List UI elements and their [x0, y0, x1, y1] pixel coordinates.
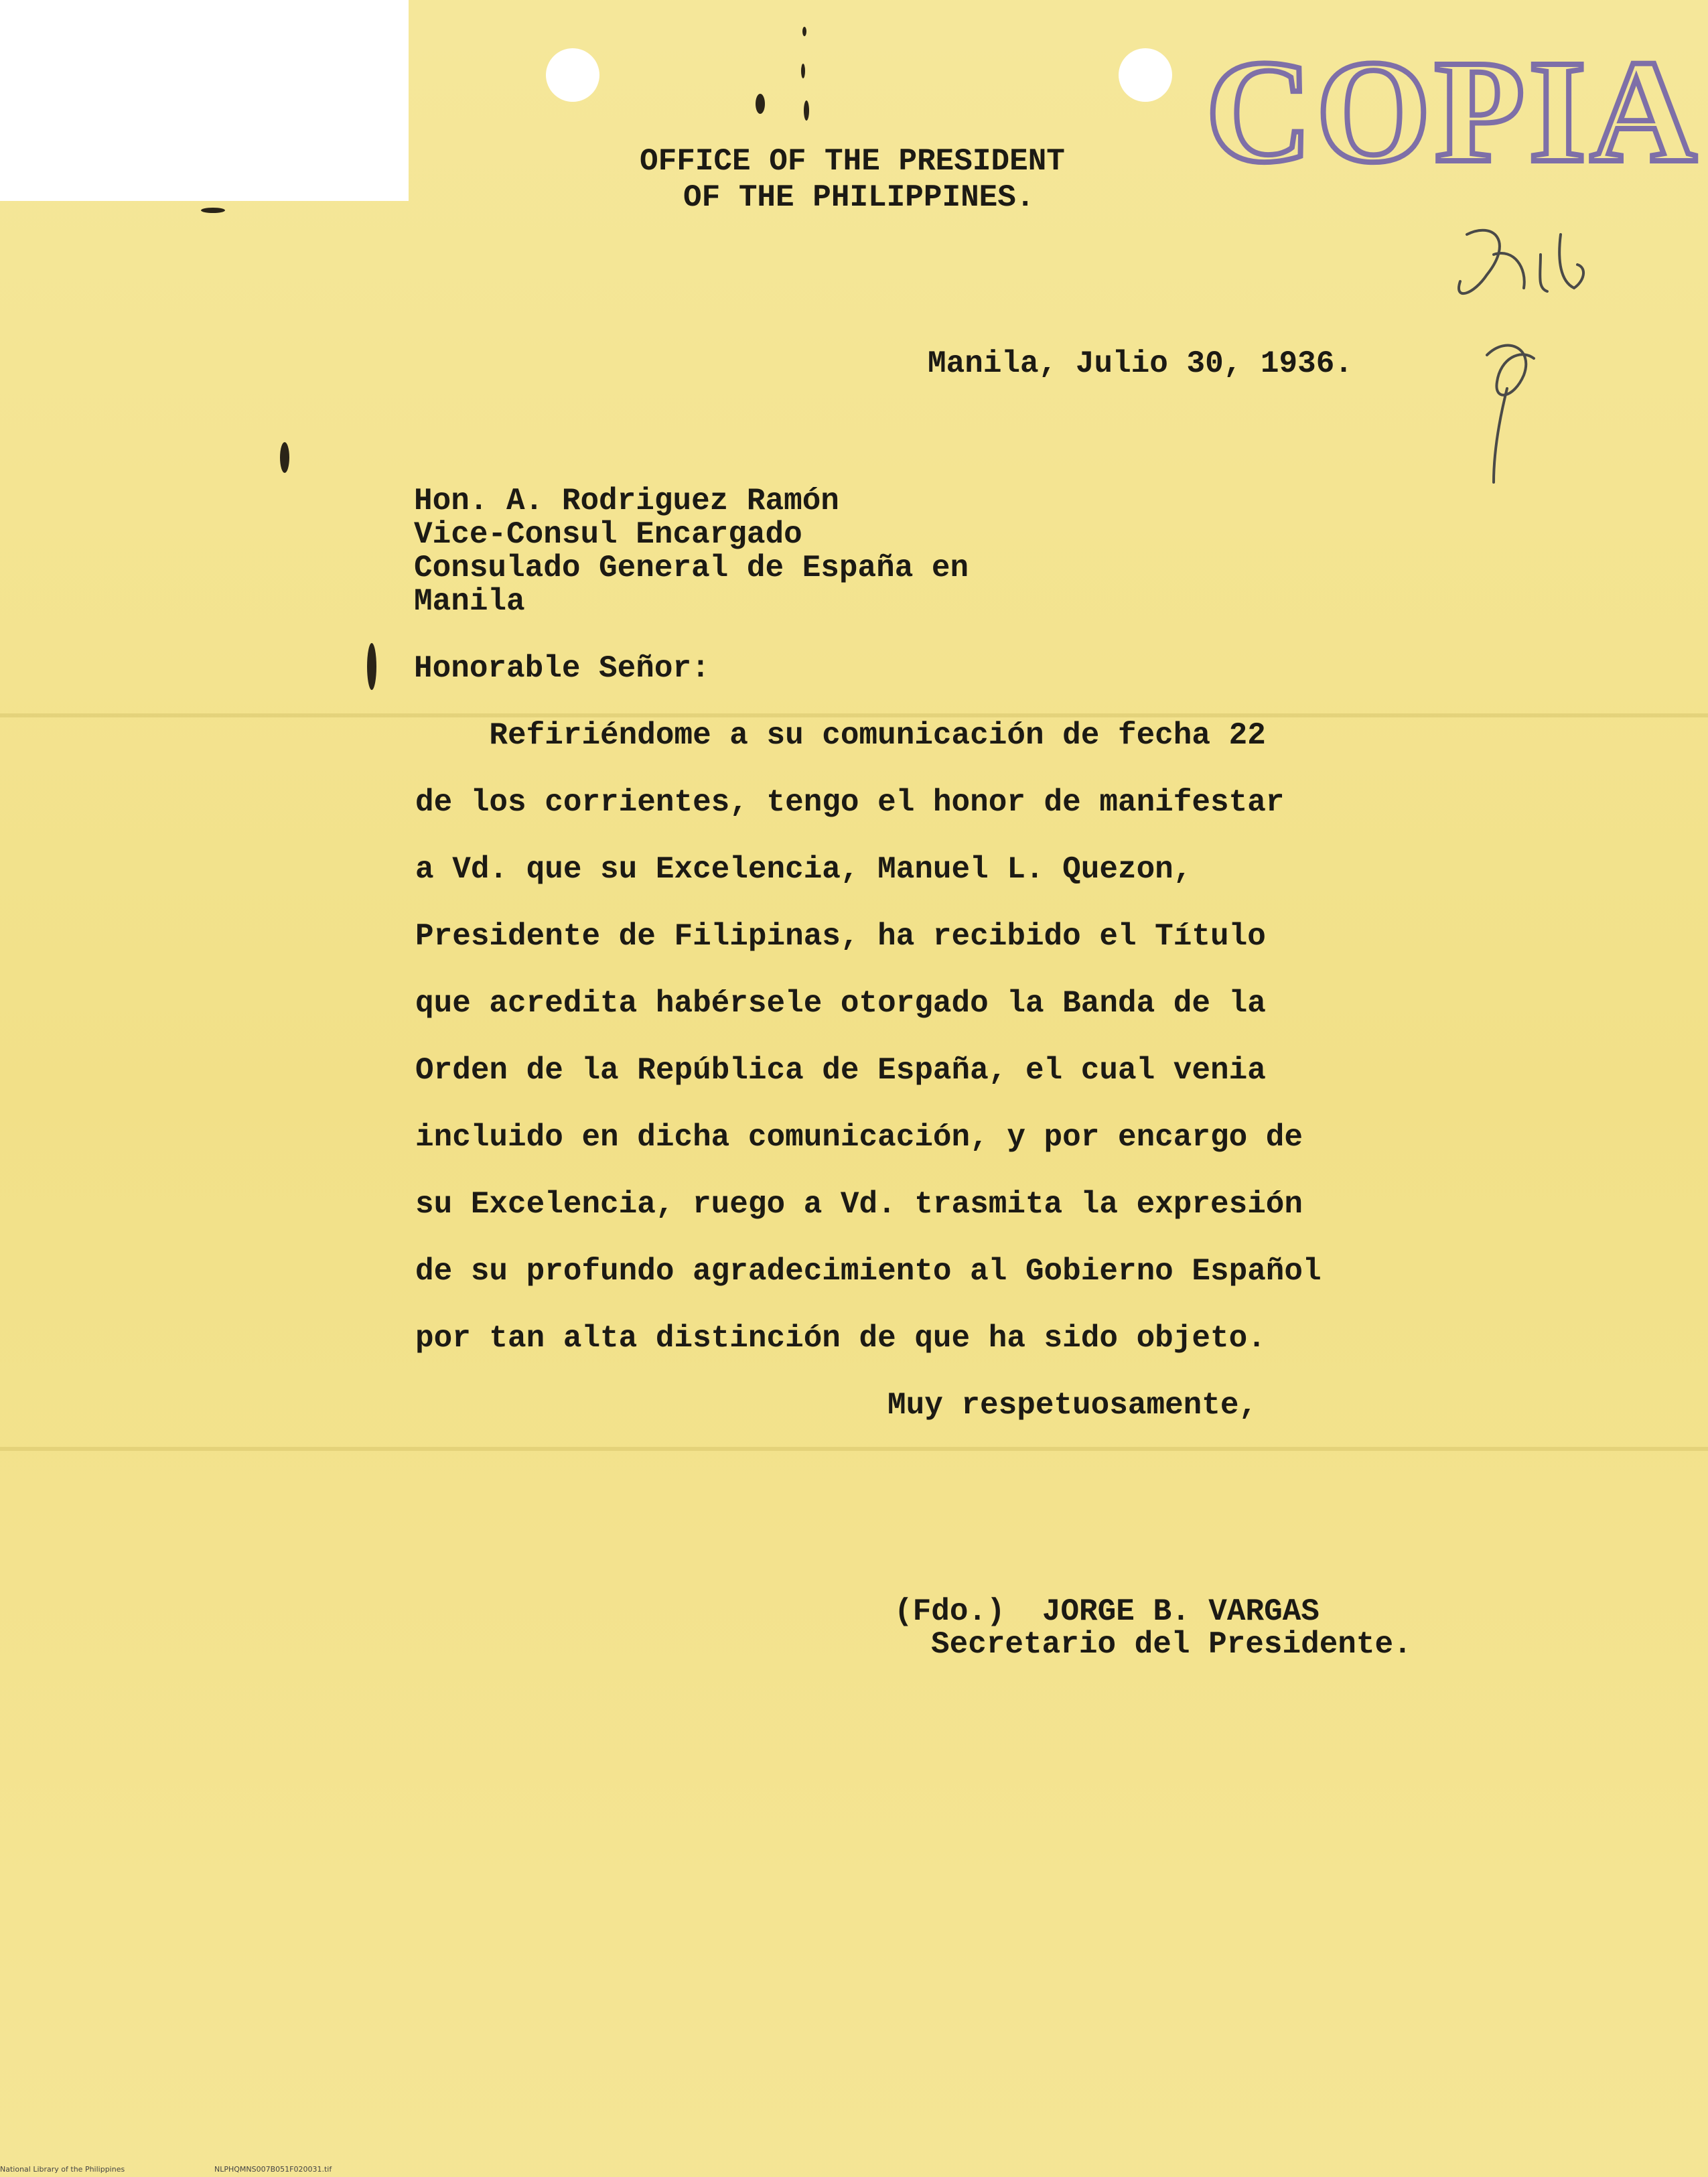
recipient-line-2: Vice-Consul Encargado: [414, 517, 802, 552]
body-line: por tan alta distinción de que ha sido objeto.: [415, 1321, 1266, 1356]
letter-date: Manila, Julio 30, 1936.: [928, 346, 1353, 381]
signature-title: Secretario del Presidente.: [931, 1627, 1412, 1662]
signature-name: (Fdo.) JORGE B. VARGAS: [894, 1594, 1320, 1629]
copia-stamp: COPIA: [1206, 29, 1701, 193]
ink-blot: [801, 64, 805, 78]
closing: Muy respetuosamente,: [887, 1388, 1258, 1423]
letterhead-line-2: OF THE PHILIPPINES.: [683, 180, 1035, 215]
ink-blot: [756, 94, 765, 114]
paper-fold-line: [0, 1447, 1708, 1451]
recipient-line-1: Hon. A. Rodriguez Ramón: [414, 484, 839, 518]
handwritten-annotation-icon: [1440, 214, 1614, 522]
body-line: incluido en dicha comunicación, y por encargo de: [415, 1120, 1303, 1155]
body-line: Refiriéndome a su comunicación de fecha 22: [415, 718, 1266, 753]
punch-hole-right: [1119, 48, 1172, 102]
body-line: su Excelencia, ruego a Vd. trasmita la expresión: [415, 1187, 1303, 1222]
blank-corner-patch: [0, 0, 409, 201]
body-line: a Vd. que su Excelencia, Manuel L. Quezon,: [415, 852, 1192, 887]
ink-blot: [280, 442, 289, 473]
body-line: Presidente de Filipinas, ha recibido el Título: [415, 919, 1266, 954]
letterhead-line-1: OFFICE OF THE PRESIDENT: [640, 144, 1065, 179]
paper-fold-line: [0, 713, 1708, 717]
recipient-line-4: Manila: [414, 584, 525, 619]
salutation: Honorable Señor:: [414, 651, 710, 686]
punch-hole-left: [546, 48, 599, 102]
footer-file: NLPHQMNS007B051F020031.tif: [214, 2165, 332, 2174]
ink-blot: [802, 27, 806, 36]
footer-library: National Library of the Philippines: [0, 2165, 125, 2174]
ink-blot: [367, 643, 376, 690]
body-line: Orden de la República de España, el cual venia: [415, 1053, 1266, 1088]
body-line: que acredita habérsele otorgado la Banda de la: [415, 986, 1266, 1021]
ink-blot: [201, 208, 225, 213]
body-line: de su profundo agradecimiento al Gobierno Español: [415, 1254, 1322, 1289]
recipient-line-3: Consulado General de España en: [414, 551, 969, 585]
body-line: de los corrientes, tengo el honor de manifestar: [415, 785, 1285, 820]
ink-blot: [804, 100, 809, 121]
